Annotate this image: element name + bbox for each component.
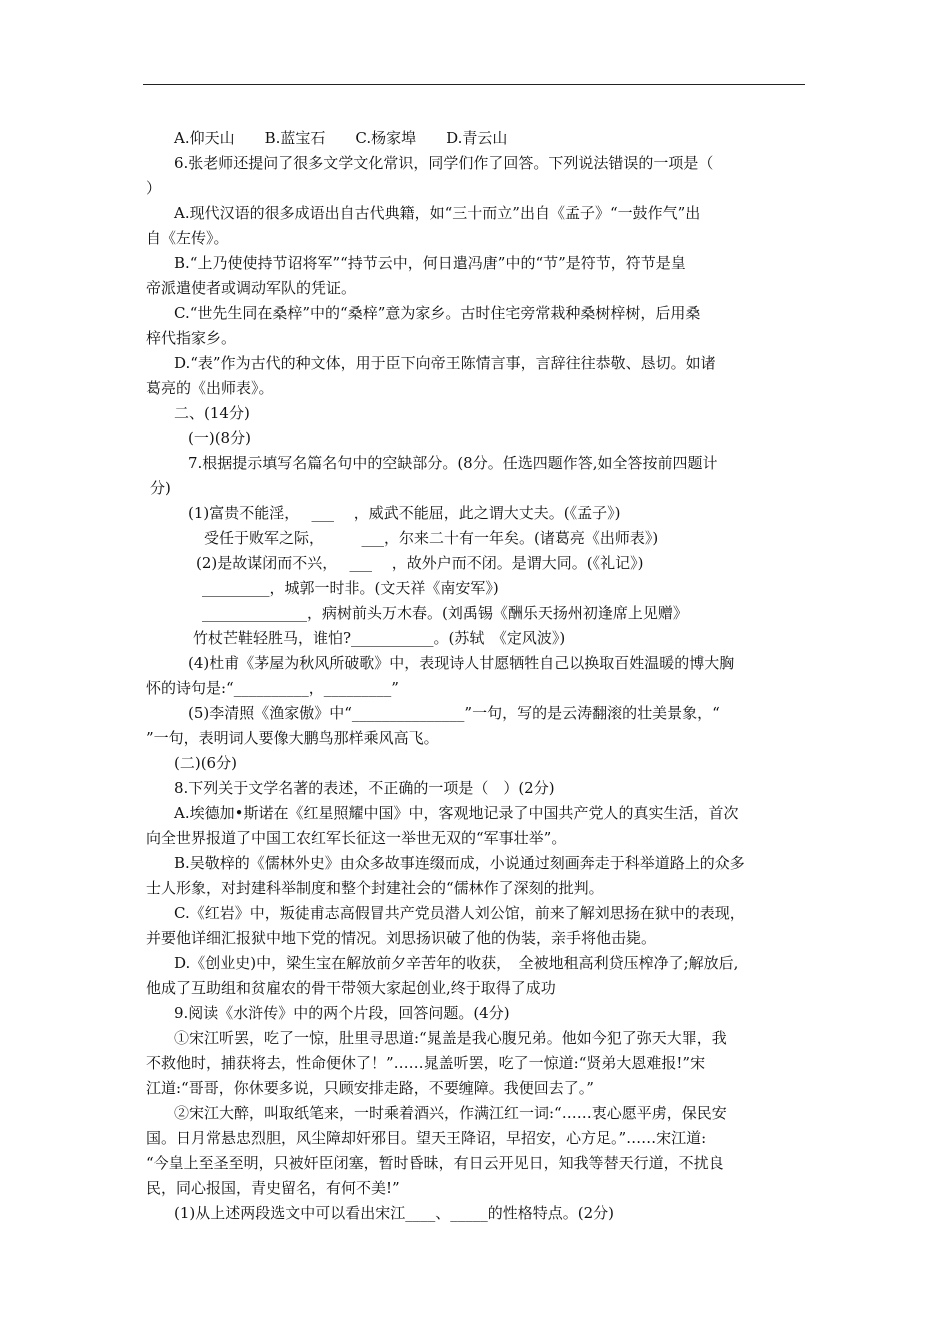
q7-item-2a: (2)是故谋闭而不兴， ___ ，故外户而不闭。是谓大同。(《礼记》): [196, 554, 644, 572]
q6-stem-cont: ）: [146, 179, 162, 197]
q8-option-d-cont: 他成了互助组和贫雇农的骨干带领大家起创业,终于取得了成功: [146, 979, 556, 997]
q9-stem: 9.阅读《水浒传》中的两个片段，回答问题。(4分): [174, 1004, 510, 1022]
subsection-two-heading: (二)(6分): [174, 754, 237, 772]
q9-passage-1-cont: 不救他时，捕获将去，性命便休了！”……晁盖听罢，吃了一惊道:“贤弟大恩难报!”宋: [146, 1054, 706, 1072]
q6-option-b: B.“上乃使使持节诏将军”“持节云中，何日遣冯唐”中的“节”是符节，符节是皇: [174, 254, 686, 272]
q6-option-c: C.“世先生同在桑梓”中的“桑梓”意为家乡。古时住宅旁常栽种桑树梓树，后用桑: [174, 304, 701, 322]
q9-passage-1-cont2: 江道:“哥哥，你休要多说，只顾安排走路，不要缠障。我便回去了。”: [146, 1079, 594, 1097]
q6-option-c-cont: 梓代指家乡。: [146, 329, 237, 347]
q6-option-a-cont: 自《左传》。: [146, 229, 229, 247]
header-rule: [143, 84, 805, 85]
q8-option-b-cont: 士人形象，对封建科举制度和整个封建社会的“儒林作了深刻的批判。: [146, 879, 604, 897]
q6-stem: 6.张老师还提问了很多文学文化常识，同学们作了回答。下列说法错误的一项是（: [174, 154, 714, 172]
q9-passage-2-cont3: 民，同心报国，青史留名，有何不美!”: [146, 1179, 400, 1197]
q7-item-2b: _________，城郭一时非。(文天祥《南安军》): [202, 579, 499, 597]
q6-option-b-cont: 帝派遣使者或调动军队的凭证。: [146, 279, 357, 297]
q6-option-a: A.现代汉语的很多成语出自古代典籍，如“三十而立”出自《孟子》“一鼓作气”出: [174, 204, 701, 222]
q7-item-4-cont: 怀的诗句是:“__________，_________”: [146, 679, 399, 697]
q8-option-a: A.埃德加•斯诺在《红星照耀中国》中，客观地记录了中国共产党人的真实生活，首次: [174, 804, 739, 822]
q5-options: A.仰天山 B.蓝宝石 C.杨家埠 D.青云山: [174, 129, 508, 147]
q7-item-3: 竹杖芒鞋轻胜马，谁怕?___________。(苏轼 《定风波》): [193, 629, 566, 647]
subsection-one-heading: (一)(8分): [188, 429, 251, 447]
q7-item-2c: ______________，病树前头万木春。(刘禹锡《酬乐天扬州初逢席上见赠》: [202, 604, 688, 622]
q9-passage-2-cont: 国。日月常悬忠烈胆，风尘障却奸邪目。望天王降诏，早招安，心方足。”……宋江道:: [146, 1129, 707, 1147]
q7-stem: 7.根据提示填写名篇名句中的空缺部分。(8分。任选四题作答,如全答按前四题计: [188, 454, 718, 472]
q8-option-c: C.《红岩》中，叛徒甫志高假冒共产党员潜人刘公馆，前来了解刘思扬在狱中的表现，: [174, 904, 745, 922]
q6-option-d: D.“表”作为古代的种文体，用于臣下向帝王陈情言事，言辞往往恭敬、恳切。如诸: [174, 354, 716, 372]
q8-option-b: B.吴敬梓的《儒林外史》由众多故事连缀而成，小说通过刻画奔走于科举道路上的众多: [174, 854, 745, 872]
q7-item-1b: 受任于败军之际， ___，尔来二十有一年矣。(诸葛亮《出师表》): [204, 529, 659, 547]
q7-item-5: (5)李清照《渔家傲》中“_______________”一句，写的是云涛翻滚的壮美景象，“: [188, 704, 720, 722]
q8-option-c-cont: 并要他详细汇报狱中地下党的情况。刘思扬识破了他的伪装，亲手将他击毙。: [146, 929, 657, 947]
q7-stem-cont: 分): [150, 479, 171, 497]
q9-sub-1: (1)从上述两段选文中可以看出宋江____、_____的性格特点。(2分): [174, 1204, 614, 1222]
q9-passage-2: ②宋江大醉，叫取纸笔来，一时乘着酒兴，作满江红一词:“……衷心愿平虏，保民安: [174, 1104, 727, 1122]
q7-item-5-cont: ”一句，表明词人要像大鹏鸟那样乘风高飞。: [146, 729, 439, 747]
q8-stem: 8.下列关于文学名著的表述，不正确的一项是（ ）(2分): [174, 779, 555, 797]
q7-item-4: (4)杜甫《茅屋为秋风所破歌》中，表现诗人甘愿牺牲自己以换取百姓温暖的博大胸: [188, 654, 735, 672]
q9-passage-2-cont2: “今皇上至圣至明，只被奸臣闭塞，暂时昏昧，有日云开见日，知我等替天行道，不扰良: [146, 1154, 724, 1172]
q8-option-d: D.《创业史)中，梁生宝在解放前夕辛苦年的收获， 全被地租高利贷压榨净了;解放后,: [174, 954, 739, 972]
section-two-heading: 二、(14分): [174, 404, 250, 422]
q9-passage-1: ①宋江听罢，吃了一惊，肚里寻思道:“晁盖是我心腹兄弟。他如今犯了弥天大罪，我: [174, 1029, 727, 1047]
q8-option-a-cont: 向全世界报道了中国工农红军长征这一举世无双的“军事壮举”。: [146, 829, 567, 847]
q6-option-d-cont: 葛亮的《出师表》。: [146, 379, 274, 397]
q7-item-1a: (1)富贵不能淫， ___ ，威武不能屈，此之谓大丈夫。(《孟子》): [188, 504, 621, 522]
